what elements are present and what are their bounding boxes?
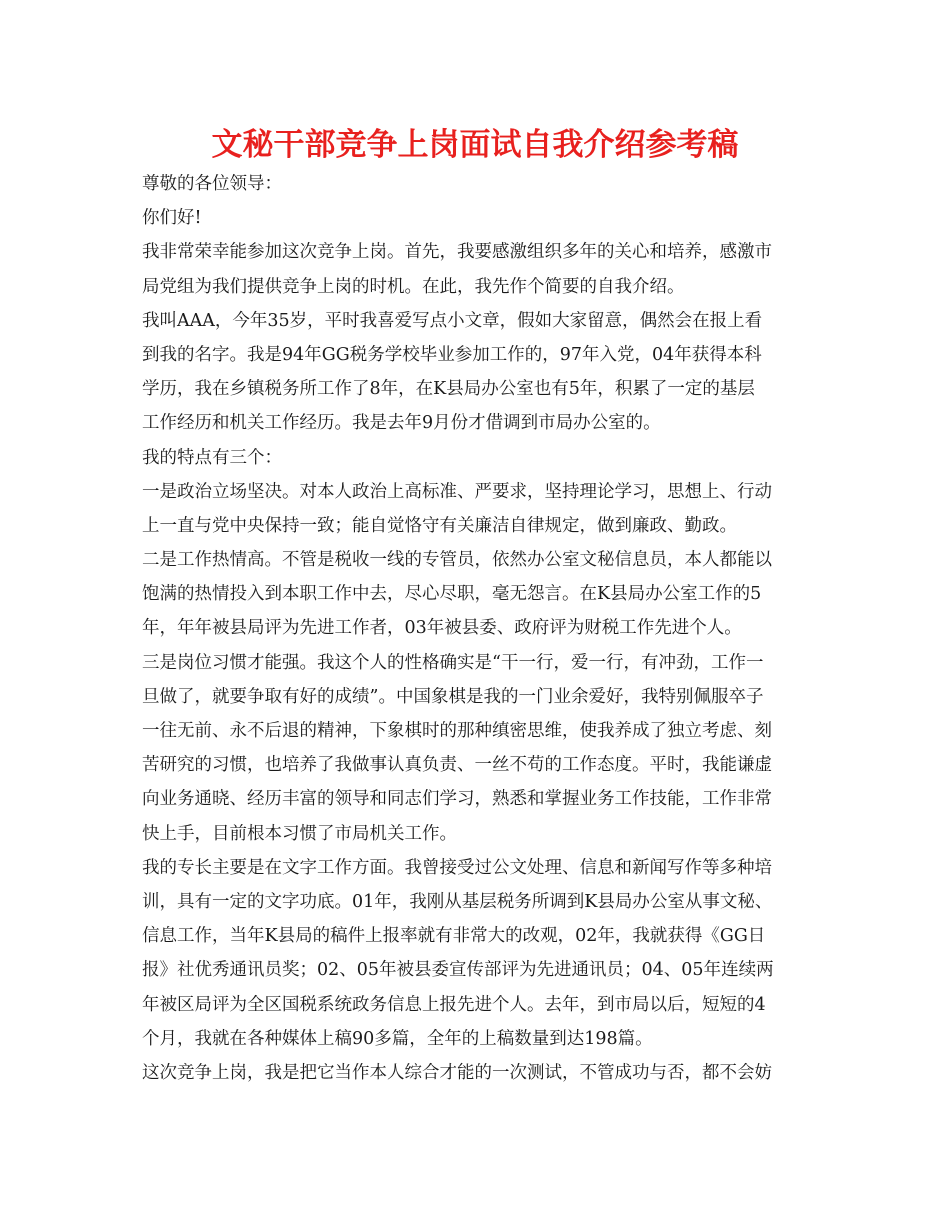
- text-line: 个月，我就在各种媒体上稿90多篇，全年的上稿数量到达198篇。: [142, 1028, 653, 1049]
- text-line: 训，具有一定的文字功底。01年，我刚从基层税务所调到K县局办公室从事文秘、: [142, 891, 773, 912]
- text-line: 向业务通晓、经历丰富的领导和同志们学习，熟悉和掌握业务工作技能，工作非常: [142, 789, 772, 810]
- text-line: 这次竞争上岗，我是把它当作本人综合才能的一次测试，不管成功与否，都不会妨: [142, 1062, 772, 1083]
- text-line: 一往无前、永不后退的精神，下象棋时的那种缜密思维，使我养成了独立考虑、刻: [142, 721, 772, 741]
- text-line: 旦做了，就要争取有好的成绩”。中国象棋是我的一门业余爱好，我特别佩服卒子: [142, 686, 764, 707]
- text-line: 一是政治立场坚决。对本人政治上高标准、严要求，坚持理论学习，思想上、行动: [142, 481, 772, 502]
- text-line: 二是工作热情高。不管是税收一线的专管员，依然办公室文秘信息员，本人都能以: [142, 550, 772, 571]
- text-line: 我叫AAA，今年35岁，平时我喜爱写点小文章，假如大家留意，偶然会在报上看: [142, 310, 763, 331]
- text-line: 我非常荣幸能参加这次竞争上岗。首先，我要感激组织多年的关心和培养，感激市: [142, 242, 772, 263]
- text-line: 到我的名字。我是94年GG税务学校毕业参加工作的，97年入党，04年获得本科: [142, 344, 762, 365]
- text-line: 报》社优秀通讯员奖；02、05年被县委宣传部评为先进通讯员；04、05年连续两: [142, 960, 774, 981]
- text-line: 学历，我在乡镇税务所工作了8年，在K县局办公室也有5年，积累了一定的基层: [142, 379, 755, 400]
- text-line: 年被区局评为全区国税系统政务信息上报先进个人。去年，到市局以后，短短的4: [142, 994, 766, 1015]
- text-line: 局党组为我们提供竞争上岗的时机。在此，我先作个简要的自我介绍。: [142, 276, 685, 297]
- text-line: 年，年年被县局评为先进工作者，03年被县委、政府评为财税工作先进个人。: [142, 618, 742, 639]
- text-line: 我的专长主要是在文字工作方面。我曾接受过公文处理、信息和新闻写作等多种培: [142, 857, 772, 878]
- text-line: 快上手，目前根本习惯了市局机关工作。: [142, 823, 457, 844]
- text-line: 你们好!: [142, 208, 202, 229]
- text-line: 苦研究的习惯，也培养了我做事认真负责、一丝不苟的工作态度。平时，我能谦虚: [142, 755, 772, 776]
- text-line: 我的特点有三个：: [142, 447, 282, 468]
- text-line: 三是岗位习惯才能强。我这个人的性格确实是“干一行，爱一行，有冲劲，工作一: [142, 652, 764, 673]
- document-title: 文秘干部竞争上岗面试自我介绍参考稿: [211, 127, 739, 163]
- text-line: 饱满的热情投入到本职工作中去，尽心尽职，毫无怨言。在K县局办公室工作的5: [142, 584, 762, 605]
- text-line: 工作经历和机关工作经历。我是去年9月份才借调到市局办公室的。: [142, 413, 661, 434]
- text-line: 上一直与党中央保持一致；能自觉恪守有关廉洁自律规定，做到廉政、勤政。: [142, 515, 737, 536]
- document-body: [142, 167, 814, 1090]
- text-line: 信息工作，当年K县局的稿件上报率就有非常大的改观，02年，我就获得《GG日: [142, 926, 766, 947]
- text-line: 尊敬的各位领导：: [142, 174, 282, 194]
